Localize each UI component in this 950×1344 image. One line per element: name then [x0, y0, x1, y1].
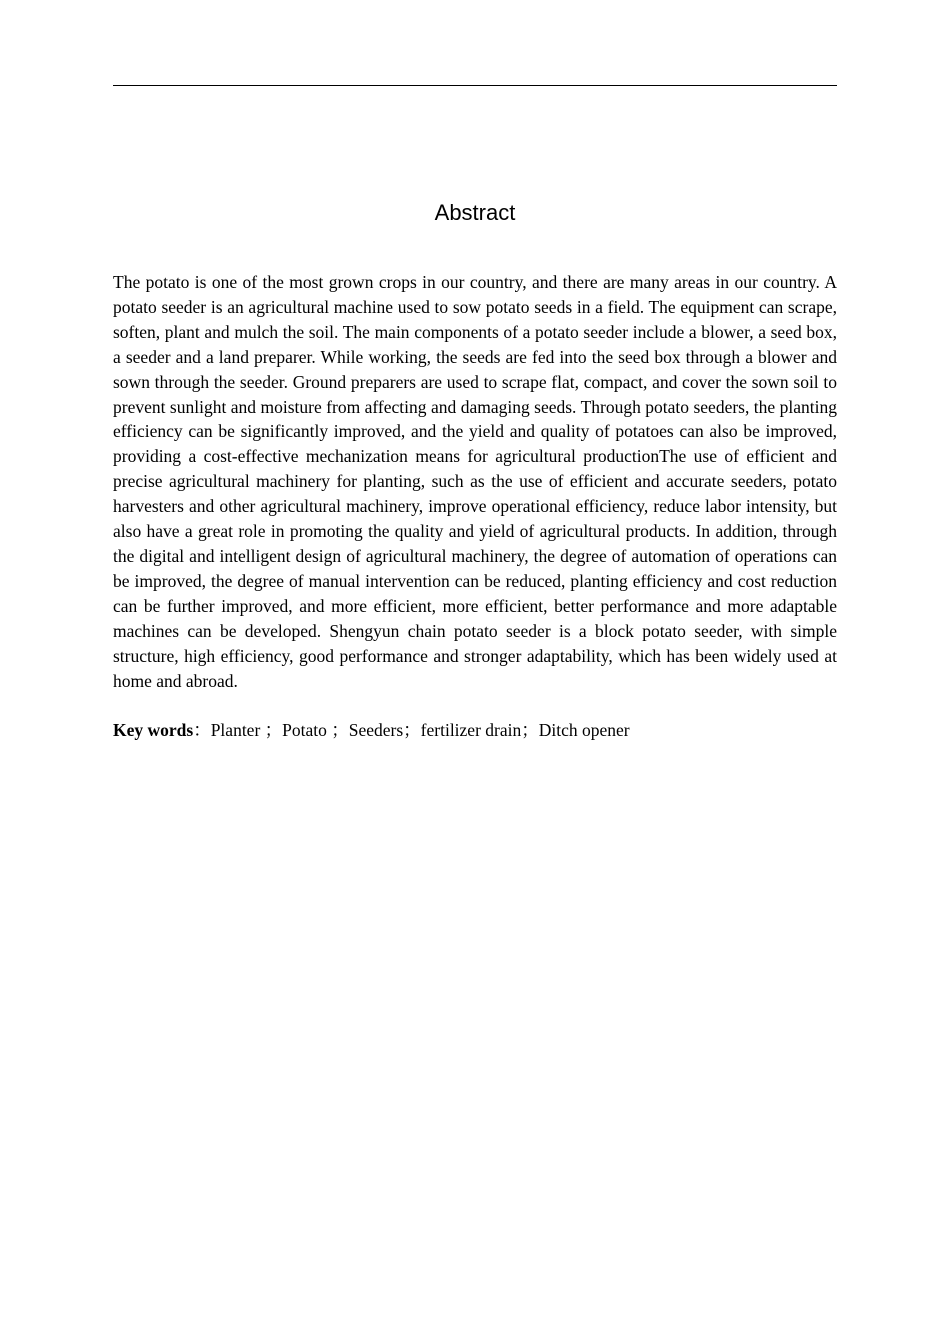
header-rule: [113, 85, 837, 86]
keywords-label: Key words: [113, 720, 194, 740]
keywords-line: [113, 718, 837, 743]
abstract-body: The potato is one of the most grown crops in our country, and there are many areas in our country. A potato seeder is an agricultural machine used to sow potato seeds in a field. The equipment can scrape, soften, plant and mulch the soil. The main components of a potato seeder include a blower, a seed box, a seeder and a land preparer. While working, the seeds are fed into the seed box through a blower and sown through the seeder. Ground preparers are used to scrape flat, compact, and cover the sown soil to prevent sunlight and moisture from affecting and damaging seeds. Through potato seeders, the planting efficiency can be significantly improved, and the yield and quality of potatoes can also be improved, providing a cost-effective mechanization means for agricultural productionThe use of efficient and precise agricultural machinery for planting, such as the use of efficient and accurate seeders, potato harvesters and other agricultural machinery, improve operational efficiency, reduce labor intensity, but also have a great role in promoting the quality and yield of agricultural products. In addition, through the digital and intelligent design of agricultural machinery, the degree of automation of operations can be improved, the degree of manual intervention can be reduced, planting efficiency and cost reduction can be further improved, and more efficient, more efficient, better performance and more adaptable machines can be developed. Shengyun chain potato seeder is a block potato seeder, with simple structure, high efficiency, good performance and stronger adaptability, which has been widely used at home and abroad.: [113, 272, 837, 691]
keywords-text: ：Planter ；Potato ；Seeders；fertilizer drain；Ditch opener: [193, 720, 630, 740]
abstract-title: Abstract: [434, 200, 516, 225]
